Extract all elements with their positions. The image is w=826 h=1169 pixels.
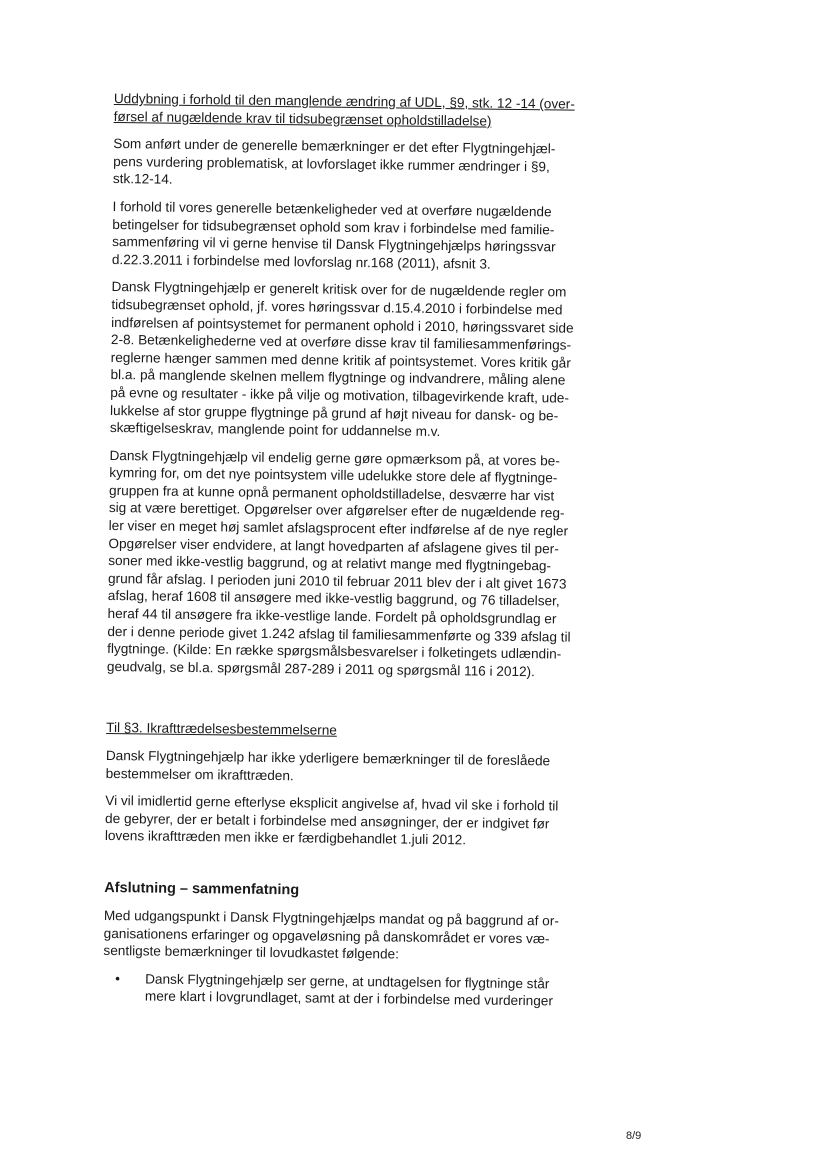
text-line: Med udgangspunkt i Dansk Flygtningehjælps mandat og på baggrund af or- xyxy=(103,907,559,929)
text-line: geudvalg, se bl.a. spørgsmål 287-289 i 2011 og spørgsmål 116 i 2012). xyxy=(106,658,535,679)
text-line: der i denne periode givet 1.242 afslag til familiesammenførte og 339 afslag til xyxy=(107,623,571,645)
text-line: Som anført under de generelle bemærkninger er det efter Flygtningehjæl- xyxy=(113,136,556,157)
text-line: 2-8. Betænkelighederne ved at overføre disse krav til familiesammenførings- xyxy=(110,332,572,353)
paragraph xyxy=(107,447,638,682)
text-line: stk.12-14. xyxy=(112,171,173,188)
text-line: sig at være berettiget. Opgørelser over afgørelser efter de nugældende reg- xyxy=(108,500,565,522)
text-line: kymring for, om det nye pointsystem ville udelukke store dele af flygtninge- xyxy=(109,465,558,486)
paragraph xyxy=(105,792,634,851)
bullet-list-item xyxy=(103,970,631,1012)
text-line: Vi vil imidlertid gerne efterlyse eksplicit angivelse af, hvad vil ske i forhold til xyxy=(105,793,559,814)
bullet-icon: • xyxy=(115,970,121,986)
text-line: mere klart i lovgrundlaget, samt at der i forbindelse med vurderinger xyxy=(144,988,554,1009)
section-heading-udl-9 xyxy=(114,90,642,132)
paragraph xyxy=(113,135,642,194)
text-line: Dansk Flygtningehjælp har ikke yderligere bemærkninger til de foreslåede xyxy=(105,747,551,769)
text-line: betingelser for tidsubegrænset ophold som krav i forbindelse med familie- xyxy=(112,216,555,237)
text-line: sammenføring vil vi gerne henvise til Dansk Flygtningehjælps høringssvar xyxy=(112,234,556,255)
heading-line: førsel af nugældende krav til tidsubegrænset opholdstilladelse) xyxy=(113,108,492,129)
text-line: Dansk Flygtningehjælp vil endelig gerne gøre opmærksom på, at vores be- xyxy=(109,447,560,469)
text-line: ganisationens erfaringer og opgaveløsning på danskområdet er vores væ- xyxy=(103,925,550,946)
text-line: på evne og resultater - ikke på vilje og motivation, tilbagevirkende kraft, ude- xyxy=(110,384,570,406)
text-line: flygtninge. (Kilde: En række spørgsmålsbesvarelser i folketingets udlændin- xyxy=(107,641,562,662)
paragraph xyxy=(103,907,632,966)
text-line: de gebyrer, der er betalt i forbindelse med ansøgninger, der er indgivet før xyxy=(105,810,550,832)
text-line: d.22.3.2011 i forbindelse med lovforslag nr.168 (2011), afsnit 3. xyxy=(111,251,491,272)
text-line: Opgørelser viser endvidere, at langt hovedparten af afslagene gives til per- xyxy=(108,535,559,557)
text-line: gruppen fra at kunne opnå permanent opholdstilladelse, desværre har vist xyxy=(109,482,555,504)
text-line: afslag, heraf 1608 til ansøgere med ikke-vestlig baggrund, og 76 tilladelser, xyxy=(107,588,560,609)
text-line: indførelsen af pointsystemet for permanent ophold i 2010, høringssvaret side xyxy=(111,314,574,336)
text-line: bl.a. på manglende skelnen mellem flygtninge og indvandrere, måling alene xyxy=(110,367,566,388)
text-line: skæftigelseskrav, manglende point for uddannelse m.v. xyxy=(109,420,441,440)
heading-line: Til §3. Ikrafttrædelsesbestemmelserne xyxy=(106,720,337,739)
paragraph xyxy=(106,747,634,789)
text-line: Dansk Flygtningehjælp ser gerne, at undtagelsen for flygtninge står xyxy=(145,971,550,992)
paragraph xyxy=(110,278,640,443)
heading-line: Afslutning – sammenfatning xyxy=(104,879,300,899)
text-line: heraf 44 til ansøgere fra ikke-vestlige lande. Fordelt på opholdsgrundlag er xyxy=(107,605,557,627)
text-line: grund får afslag. I perioden juni 2010 til februar 2011 blev der i alt givet 1673 xyxy=(107,570,567,592)
text-line: soner med ikke-vestlig baggrund, og at relativt mange med flygtningebag- xyxy=(108,553,552,574)
text-line: lukkelse af stor gruppe flygtninge på grund af højt niveau for dansk- og be- xyxy=(109,402,559,423)
text-line: tidsubegrænset ophold, jf. vores høringssvar d.15.4.2010 i forbindelse med xyxy=(111,296,563,318)
text-line: I forhold til vores generelle betænkeligheder ved at overføre nugældende xyxy=(112,198,552,220)
text-line: lovens ikrafttræden men ikke er færdigbehandlet 1.juli 2012. xyxy=(104,828,467,848)
text-line: bestemmelser om ikrafttræden. xyxy=(105,765,294,783)
text-line: Dansk Flygtningehjælp er generelt kritisk over for de nugældende regler om xyxy=(111,279,567,300)
page-number: 8/9 xyxy=(626,1130,642,1142)
text-line: sentligste bemærkninger til lovudkastet følgende: xyxy=(103,943,400,962)
paragraph xyxy=(112,198,641,275)
heading-line: Uddybning i forhold til den manglende ændring af UDL, §9, stk. 12 -14 (over- xyxy=(113,90,575,112)
page-content xyxy=(103,90,642,1021)
text-line: ler viser en meget høj samlet afslagsprocent efter indførelse af de nye regler xyxy=(108,518,569,539)
text-line: pens vurdering problematisk, at lovforslaget ikke rummer ændringer i §9, xyxy=(113,153,550,175)
text-line: reglerne hænger sammen med denne kritik af pointsystemet. Vores kritik går xyxy=(110,349,571,371)
